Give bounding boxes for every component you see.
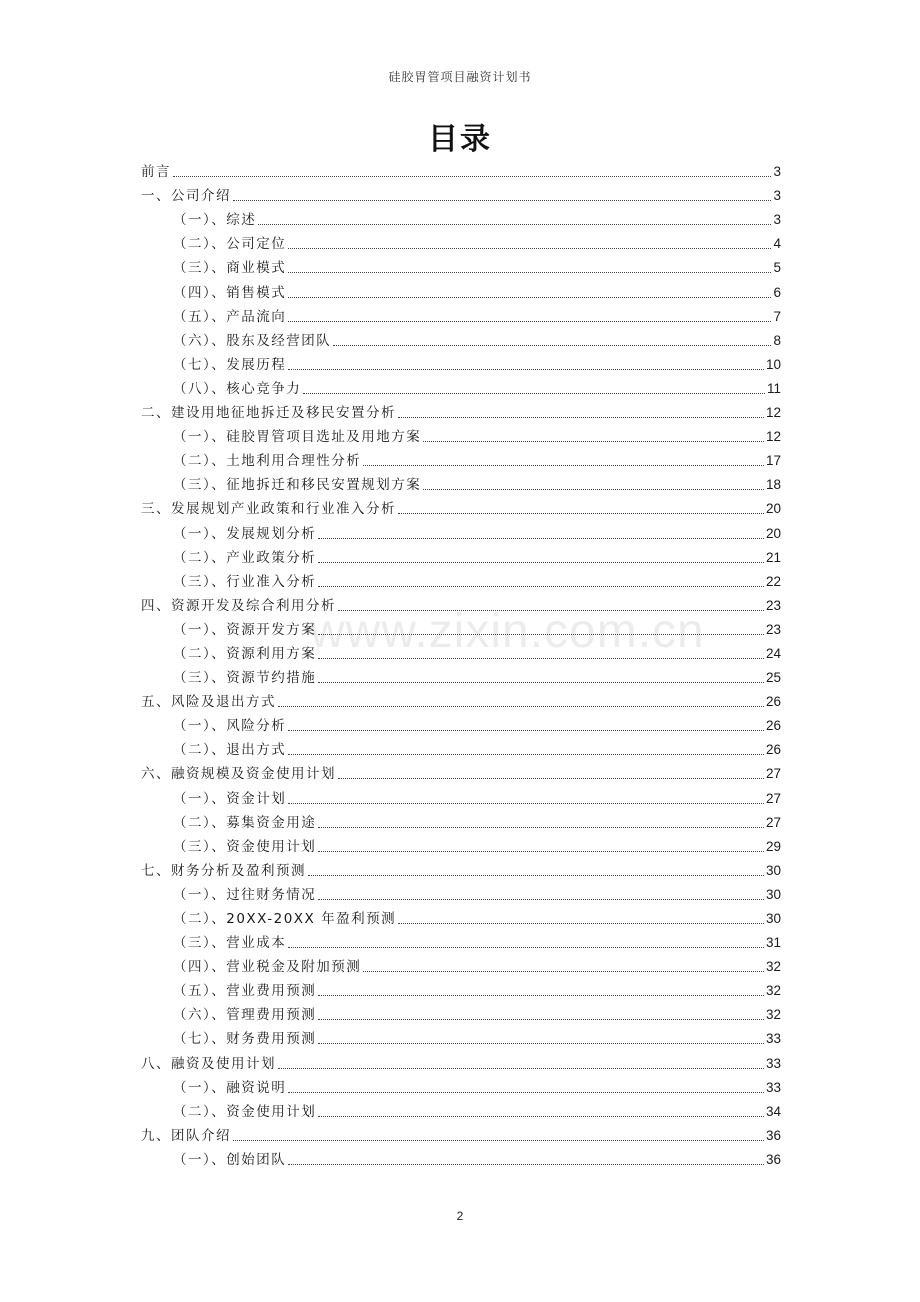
toc-dot-leader — [278, 706, 764, 707]
toc-dot-leader — [288, 754, 764, 755]
toc-entry-label: 前言 — [141, 164, 171, 181]
toc-dot-leader — [288, 947, 764, 948]
toc-entry-label: 八、融资及使用计划 — [141, 1055, 276, 1072]
toc-entry-label: （一）、资金计划 — [173, 790, 287, 807]
toc-entry-label: （七）、发展历程 — [173, 356, 287, 373]
toc-entry-chapter[interactable] — [141, 1051, 781, 1075]
toc-entry-page-number: 8 — [773, 332, 781, 348]
toc-dot-leader — [338, 610, 764, 611]
toc-dot-leader — [258, 224, 771, 225]
toc-entry-page-number: 11 — [766, 380, 781, 396]
toc-entry-page-number: 5 — [773, 260, 781, 276]
toc-entry-section[interactable] — [141, 1076, 781, 1100]
toc-entry-label: 二、建设用地征地拆迁及移民安置分析 — [141, 405, 396, 422]
toc-entry-chapter[interactable] — [141, 690, 781, 714]
toc-dot-leader — [288, 272, 771, 273]
toc-entry-section[interactable] — [141, 208, 781, 232]
toc-entry-section[interactable] — [141, 329, 781, 353]
toc-entry-page-number: 30 — [765, 862, 781, 878]
toc-dot-leader — [233, 200, 771, 201]
toc-entry-page-number: 32 — [765, 983, 781, 999]
toc-entry-section[interactable] — [141, 305, 781, 329]
toc-entry-chapter[interactable] — [141, 762, 781, 786]
toc-entry-section[interactable] — [141, 618, 781, 642]
toc-entry-page-number: 3 — [773, 164, 781, 180]
watermark: www.zixin.com.cn — [310, 605, 705, 658]
toc-entry-label: （三）、资金使用计划 — [173, 838, 317, 855]
toc-dot-leader — [318, 827, 764, 828]
toc-entry-section[interactable] — [141, 570, 781, 594]
toc-entry-page-number: 12 — [765, 429, 781, 445]
toc-entry-label: （二）、募集资金用途 — [173, 814, 317, 831]
toc-entry-label: （五）、产品流向 — [173, 308, 287, 325]
toc-title: 目录 — [428, 122, 492, 157]
toc-dot-leader — [398, 417, 764, 418]
toc-entry-label: （三）、征地拆迁和移民安置规划方案 — [173, 477, 422, 494]
toc-entry-page-number: 10 — [765, 356, 781, 372]
toc-entry-label: （七）、财务费用预测 — [173, 1031, 317, 1048]
table-of-contents — [141, 160, 781, 1172]
toc-entry-chapter[interactable] — [141, 497, 781, 521]
toc-entry-section[interactable] — [141, 979, 781, 1003]
toc-dot-leader — [288, 321, 771, 322]
toc-entry-section[interactable] — [141, 714, 781, 738]
toc-entry-chapter[interactable] — [141, 859, 781, 883]
toc-entry-section[interactable] — [141, 1027, 781, 1051]
toc-entry-page-number: 6 — [773, 284, 781, 300]
toc-entry-section[interactable] — [141, 811, 781, 835]
toc-entry-label: 一、公司介绍 — [141, 188, 231, 205]
toc-dot-leader — [318, 634, 764, 635]
toc-entry-label: （一）、综述 — [173, 212, 257, 229]
toc-entry-label: （二）、资金使用计划 — [173, 1103, 317, 1120]
toc-dot-leader — [303, 393, 765, 394]
toc-entry-section[interactable] — [141, 1003, 781, 1027]
toc-entry-label: （二）、公司定位 — [173, 236, 287, 253]
toc-dot-leader — [288, 297, 771, 298]
toc-entry-page-number: 36 — [765, 1127, 781, 1143]
toc-entry-page-number: 20 — [765, 525, 781, 541]
toc-entry-label: （一）、发展规划分析 — [173, 525, 317, 542]
toc-dot-leader — [333, 345, 771, 346]
toc-entry-section[interactable] — [141, 256, 781, 280]
toc-entry-label: （三）、资源节约措施 — [173, 670, 317, 687]
toc-entry-section[interactable] — [141, 835, 781, 859]
toc-entry-section[interactable] — [141, 232, 781, 256]
toc-entry-page-number: 22 — [765, 573, 781, 589]
toc-dot-leader — [318, 851, 764, 852]
toc-entry-page-number: 4 — [773, 236, 781, 252]
toc-entry-chapter[interactable] — [141, 160, 781, 184]
toc-entry-label: （二）、20XX-20XX 年盈利预测 — [173, 911, 397, 927]
toc-dot-leader — [318, 562, 764, 563]
toc-dot-leader — [288, 1164, 764, 1165]
toc-entry-chapter[interactable] — [141, 401, 781, 425]
toc-entry-label: （一）、风险分析 — [173, 718, 287, 735]
toc-entry-label: （五）、营业费用预测 — [173, 983, 317, 1000]
toc-entry-page-number: 33 — [765, 1031, 781, 1047]
toc-entry-page-number: 7 — [773, 308, 781, 324]
toc-entry-label: （六）、管理费用预测 — [173, 1007, 317, 1024]
toc-entry-label: 九、团队介绍 — [141, 1127, 231, 1144]
toc-entry-label: （六）、股东及经营团队 — [173, 332, 332, 349]
toc-entry-label: 四、资源开发及综合利用分析 — [141, 597, 336, 614]
toc-dot-leader — [288, 369, 764, 370]
toc-entry-chapter[interactable] — [141, 594, 781, 618]
toc-entry-section[interactable] — [141, 546, 781, 570]
toc-entry-section[interactable] — [141, 425, 781, 449]
toc-entry-page-number: 21 — [765, 549, 781, 565]
toc-entry-section[interactable] — [141, 353, 781, 377]
toc-dot-leader — [288, 248, 771, 249]
toc-dot-leader — [308, 875, 764, 876]
toc-entry-section[interactable] — [141, 666, 781, 690]
toc-entry-page-number: 23 — [765, 621, 781, 637]
page-number: 2 — [456, 1209, 464, 1223]
toc-entry-page-number: 30 — [765, 911, 781, 926]
toc-dot-leader — [278, 1068, 764, 1069]
toc-entry-section[interactable] — [141, 449, 781, 473]
toc-dot-leader — [173, 176, 771, 177]
toc-entry-label: （一）、硅胶胃管项目选址及用地方案 — [173, 429, 422, 446]
toc-entry-page-number: 30 — [765, 886, 781, 902]
toc-entry-section[interactable] — [141, 521, 781, 545]
running-header: 硅胶胃管项目融资计划书 — [388, 70, 532, 84]
toc-entry-label: 三、发展规划产业政策和行业准入分析 — [141, 501, 396, 518]
toc-entry-page-number: 24 — [765, 645, 781, 661]
toc-entry-label: （一）、创始团队 — [173, 1151, 287, 1168]
toc-dot-leader — [363, 971, 764, 972]
toc-entry-label: （二）、土地利用合理性分析 — [173, 453, 362, 470]
toc-dot-leader — [398, 513, 764, 514]
toc-entry-section[interactable] — [141, 883, 781, 907]
toc-dot-leader — [363, 465, 764, 466]
toc-entry-section[interactable] — [141, 377, 781, 401]
toc-dot-leader — [423, 489, 764, 490]
toc-entry-section[interactable] — [141, 907, 781, 931]
toc-entry-section[interactable] — [141, 786, 781, 810]
toc-dot-leader — [318, 1116, 764, 1117]
toc-entry-section[interactable] — [141, 738, 781, 762]
toc-entry-label: （四）、营业税金及附加预测 — [173, 959, 362, 976]
toc-dot-leader — [288, 803, 764, 804]
toc-entry-chapter[interactable] — [141, 1124, 781, 1148]
toc-entry-section[interactable] — [141, 642, 781, 666]
toc-entry-page-number: 27 — [765, 766, 781, 782]
toc-entry-page-number: 31 — [765, 935, 781, 951]
toc-entry-page-number: 17 — [765, 453, 781, 469]
toc-entry-page-number: 29 — [765, 838, 781, 854]
toc-dot-leader — [318, 1019, 764, 1020]
toc-entry-section[interactable] — [141, 1100, 781, 1124]
toc-entry-page-number: 20 — [765, 501, 781, 517]
toc-entry-page-number: 26 — [765, 694, 781, 710]
toc-entry-section[interactable] — [141, 280, 781, 304]
toc-entry-section[interactable] — [141, 1148, 781, 1172]
toc-dot-leader — [318, 658, 764, 659]
toc-entry-page-number: 23 — [765, 597, 781, 613]
toc-entry-page-number: 18 — [765, 477, 781, 493]
toc-dot-leader — [318, 1043, 764, 1044]
toc-entry-page-number: 32 — [765, 959, 781, 975]
toc-entry-label: （三）、商业模式 — [173, 260, 287, 277]
toc-entry-label: （二）、退出方式 — [173, 742, 287, 759]
toc-dot-leader — [233, 1140, 764, 1141]
toc-dot-leader — [318, 899, 764, 900]
toc-dot-leader — [318, 995, 764, 996]
toc-entry-label: 七、财务分析及盈利预测 — [141, 862, 306, 879]
toc-entry-label: （三）、营业成本 — [173, 935, 287, 952]
toc-dot-leader — [398, 923, 764, 924]
toc-entry-page-number: 27 — [765, 790, 781, 806]
toc-entry-label: （一）、融资说明 — [173, 1079, 287, 1096]
toc-dot-leader — [318, 586, 764, 587]
toc-entry-page-number: 32 — [765, 1007, 781, 1023]
toc-entry-page-number: 26 — [765, 742, 781, 758]
toc-entry-section[interactable] — [141, 955, 781, 979]
toc-entry-page-number: 3 — [773, 212, 781, 228]
toc-entry-label: （三）、行业准入分析 — [173, 573, 317, 590]
toc-dot-leader — [423, 441, 764, 442]
toc-entry-label: （四）、销售模式 — [173, 284, 287, 301]
toc-entry-page-number: 12 — [765, 405, 781, 421]
toc-entry-chapter[interactable] — [141, 184, 781, 208]
toc-entry-page-number: 25 — [765, 670, 781, 686]
toc-dot-leader — [338, 778, 764, 779]
toc-entry-label: （一）、资源开发方案 — [173, 621, 317, 638]
toc-entry-page-number: 36 — [765, 1151, 781, 1167]
toc-entry-page-number: 33 — [765, 1055, 781, 1071]
toc-dot-leader — [288, 730, 764, 731]
toc-dot-leader — [288, 1092, 764, 1093]
toc-entry-page-number: 26 — [765, 718, 781, 734]
toc-entry-label: （二）、产业政策分析 — [173, 549, 317, 566]
toc-entry-label: 六、融资规模及资金使用计划 — [141, 766, 336, 783]
toc-dot-leader — [318, 682, 764, 683]
toc-entry-label: （二）、资源利用方案 — [173, 645, 317, 662]
toc-entry-page-number: 3 — [773, 188, 781, 204]
toc-dot-leader — [318, 538, 764, 539]
toc-entry-section[interactable] — [141, 473, 781, 497]
toc-entry-label: （一）、过往财务情况 — [173, 886, 317, 903]
toc-entry-page-number: 33 — [765, 1079, 781, 1095]
toc-entry-page-number: 27 — [765, 814, 781, 830]
toc-entry-label: （八）、核心竞争力 — [173, 380, 302, 397]
toc-entry-page-number: 34 — [765, 1103, 781, 1119]
toc-entry-label: 五、风险及退出方式 — [141, 694, 276, 711]
toc-entry-section[interactable] — [141, 931, 781, 955]
